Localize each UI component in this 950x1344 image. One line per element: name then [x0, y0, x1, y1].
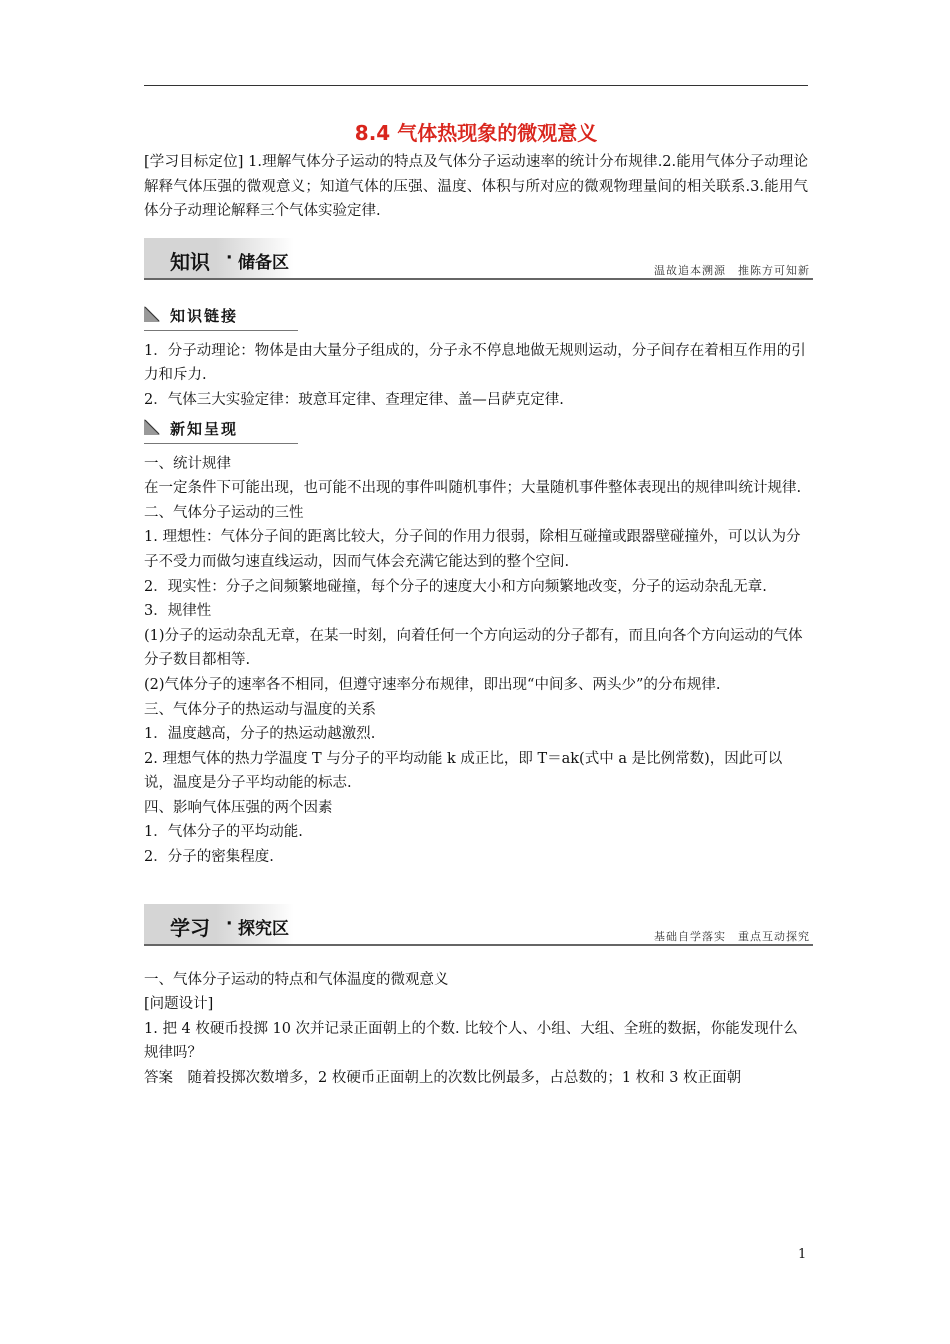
section-title-sub: 储备区 [238, 252, 289, 273]
section-title-main: 知识 [170, 249, 210, 274]
section-rule [144, 944, 813, 946]
explore-line: 1. 把 4 枚硬币投掷 10 次并记录正面朝上的个数. 比较个人、小组、大组、全班的数据，你能发现什么规律吗？ [144, 1020, 798, 1062]
section-header-knowledge [144, 238, 808, 284]
corner-triangle-icon [144, 306, 160, 322]
knowledge-line: 2. 理想气体的热力学温度 T 与分子的平均动能 k 成正比，即 T＝ak(式中 a 是比例常数)，因此可以说，温度是分子平均动能的标志. [144, 750, 783, 792]
knowledge-line: 1．温度越高，分子的热运动越激烈. [144, 726, 376, 743]
section-title-dot: · [226, 247, 233, 268]
knowledge-line: 2．现实性：分子之间频繁地碰撞，每个分子的速度大小和方向频繁地改变，分子的运动杂乱无章. [144, 578, 767, 595]
section-title-dot: · [226, 913, 233, 934]
page-number: 1 [798, 1247, 807, 1262]
knowledge-line: 在一定条件下可能出现，也可能不出现的事件叫随机事件；大量随机事件整体表现出的规律叫统计规律. [144, 480, 802, 497]
link-item: 1．分子动理论：物体是由大量分子组成的，分子永不停息地做无规则运动，分子间存在着相互作用的引力和斥力. [144, 342, 806, 384]
knowledge-line: 2．分子的密集程度. [144, 849, 274, 866]
knowledge-line: 1．气体分子的平均动能. [144, 824, 303, 841]
corner-triangle-icon [144, 419, 160, 435]
learning-goals: [学习目标定位] 1.理解气体分子运动的特点及气体分子运动速率的统计分布规律.2.能用气体分子动理论解释气体压强的微观意义；知道气体的压强、温度、体积与所对应的微观物理量间的相关联系.3.能用气体分子动理论解释三个气体实验定律. [144, 154, 808, 220]
link-item: 2．气体三大实验定律：玻意耳定律、查理定律、盖—吕萨克定律. [144, 391, 564, 408]
knowledge-line: 3．规律性 [144, 603, 212, 620]
knowledge-line: (1)分子的运动杂乱无章，在某一时刻，向着任何一个方向运动的分子都有，而且向各个方向运动的气体分子数目都相等. [144, 627, 803, 669]
section-header-explore [144, 904, 808, 950]
explore-line: [问题设计] [144, 996, 214, 1013]
explore-line: 答案 随着投掷次数增多，2 枚硬币正面朝上的次数比例最多，占总数的；1 枚和 3 枚正面朝 [144, 1070, 742, 1087]
page-content [144, 118, 808, 1091]
subsection-new-knowledge [144, 417, 298, 444]
knowledge-line: 一、统计规律 [144, 455, 231, 472]
subsection-label: 知识链接 [170, 306, 239, 325]
subsection-knowledge-links [144, 304, 298, 331]
section-title-sub: 探究区 [238, 918, 289, 939]
knowledge-line: 四、影响气体压强的两个因素 [144, 799, 333, 816]
knowledge-line: 1. 理想性：气体分子间的距离比较大，分子间的作用力很弱，除相互碰撞或跟器壁碰撞外，可以认为分子不受力而做匀速直线运动，因而气体会充满它能达到的整个空间. [144, 529, 801, 570]
section-title-main: 学习 [170, 915, 210, 940]
knowledge-line: 二、气体分子运动的三性 [144, 504, 304, 521]
section-rule [144, 278, 813, 280]
knowledge-line: 三、气体分子的热运动与温度的关系 [144, 701, 376, 718]
section-tagline: 温故追本溯源 推陈方可知新 [654, 263, 810, 277]
explore-line: 一、气体分子运动的特点和气体温度的微观意义 [144, 971, 449, 988]
page-title: 8.4 气体热现象的微观意义 [354, 121, 598, 145]
section-tagline: 基础自学落实 重点互动探究 [654, 929, 810, 943]
subsection-label: 新知呈现 [170, 419, 239, 438]
top-rule [144, 85, 808, 86]
knowledge-line: (2)气体分子的速率各不相同，但遵守速率分布规律，即出现“中间多、两头少”的分布规律. [144, 676, 721, 693]
